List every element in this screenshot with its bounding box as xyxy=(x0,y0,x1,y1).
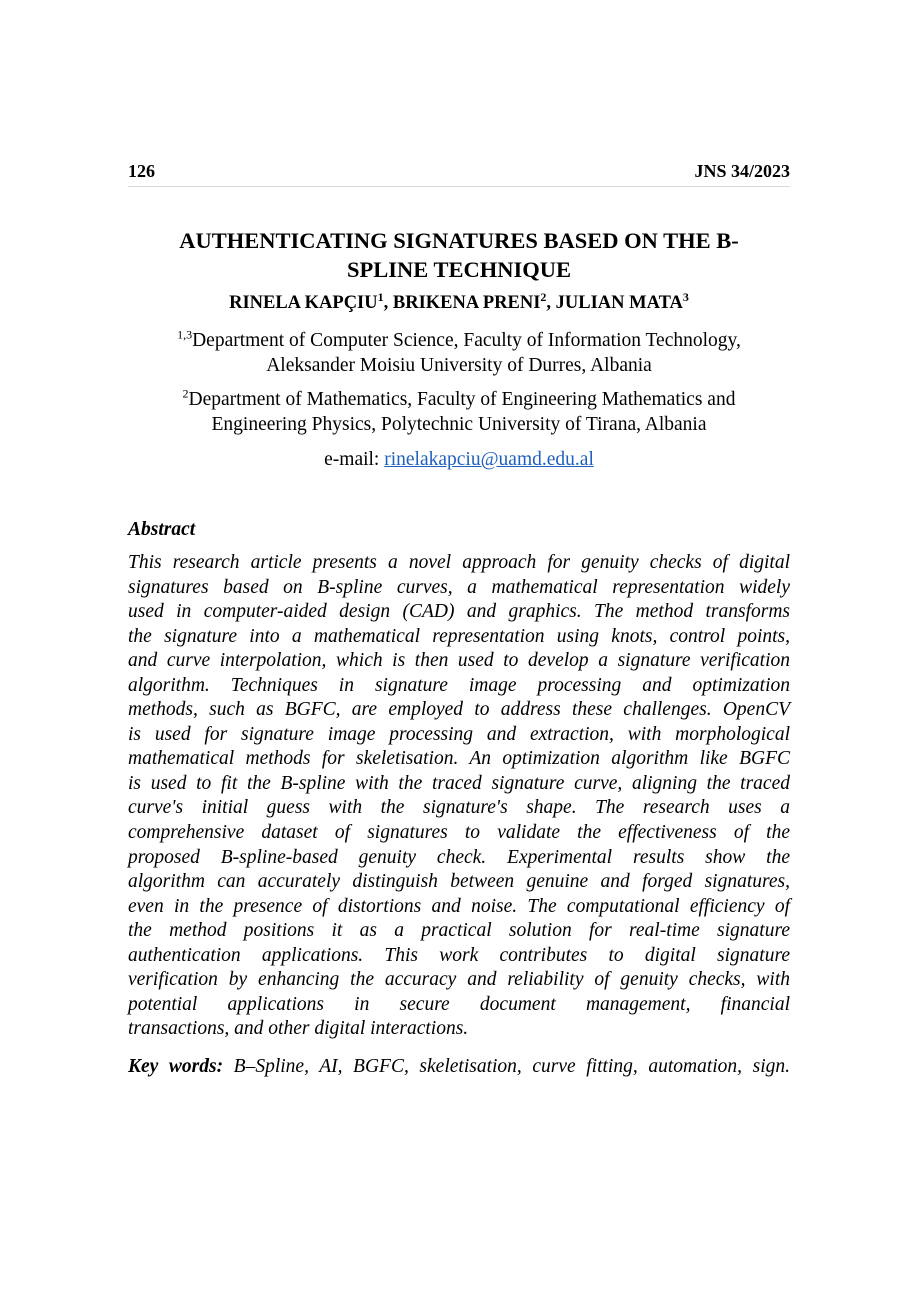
affiliation-mark: 1,3 xyxy=(177,327,193,342)
author-name: BRIKENA PRENI xyxy=(392,293,541,313)
abstract-heading: Abstract xyxy=(128,519,196,540)
abstract-line: transactions, and other digital interactions. xyxy=(128,1018,469,1040)
affiliation-line: Engineering Physics, Polytechnic University of Tirana, Albania xyxy=(211,414,707,435)
affiliation-line xyxy=(128,328,790,353)
affiliation-mark: 2 xyxy=(182,386,189,401)
keywords-text: B–Spline, AI, BGFC, skeletisation, curve fitting, automation, sign. xyxy=(223,1056,790,1077)
email-label: e-mail: xyxy=(324,449,385,470)
contact-email xyxy=(128,447,790,472)
abstract-body xyxy=(128,551,790,1042)
abstract-line: algorithm can accurately distinguish between genuine and forged signatures, xyxy=(128,871,790,893)
abstract-line: potential applications in secure document management, financial xyxy=(128,993,790,1015)
page-number: 126 xyxy=(128,161,155,181)
abstract-line: signatures based on B-spline curves, a mathematical representation widely xyxy=(128,576,790,598)
author-name: JULIAN MATA xyxy=(555,293,683,313)
author-list xyxy=(128,290,790,316)
abstract-line: This research article presents a novel approach for genuity checks of digital xyxy=(128,552,790,573)
author-affil-mark: 3 xyxy=(682,289,689,304)
title-line-2: SPLINE TECHNIQUE xyxy=(346,257,572,282)
running-header xyxy=(128,160,790,187)
author-affil-mark: 2 xyxy=(540,289,547,304)
abstract-line: comprehensive dataset of signatures to validate the effectiveness of the xyxy=(128,822,790,844)
abstract-line: algorithm. Techniques in signature image processing and optimization xyxy=(128,674,790,696)
abstract-line: verification by enhancing the accuracy and reliability of genuity checks, with xyxy=(128,969,790,991)
abstract-line: is used to fit the B-spline with the traced signature curve, aligning the traced xyxy=(128,772,790,794)
email-link[interactable]: rinelakapciu@uamd.edu.al xyxy=(384,449,594,470)
paper-title xyxy=(128,226,790,284)
author-name: RINELA KAPÇIU xyxy=(229,293,378,313)
abstract-line: curve's initial guess with the signature's shape. The research uses a xyxy=(128,797,790,819)
title-line-1: AUTHENTICATING SIGNATURES BASED ON THE B- xyxy=(179,228,739,253)
abstract-line: proposed B-spline-based genuity check. Experimental results show the xyxy=(128,846,790,868)
affiliation-text: Department of Mathematics, Faculty of Engineering Mathematics and xyxy=(188,389,736,410)
abstract-line: the method positions it as a practical solution for real-time signature xyxy=(128,920,790,942)
affiliation-line: Aleksander Moisiu University of Durres, Albania xyxy=(266,355,652,376)
affiliation-text: Department of Computer Science, Faculty of Information Technology, xyxy=(192,330,741,351)
abstract-line: authentication applications. This work contributes to digital signature xyxy=(128,944,790,966)
author-separator: , xyxy=(383,293,393,313)
abstract-line: is used for signature image processing and extraction, with morphological xyxy=(128,723,790,745)
author-affil-mark: 1 xyxy=(377,289,384,304)
journal-issue: JNS 34/2023 xyxy=(694,161,790,181)
abstract-line: methods, such as BGFC, are employed to address these challenges. OpenCV xyxy=(128,699,790,721)
keywords-line xyxy=(128,1054,790,1079)
author-separator: , xyxy=(546,293,556,313)
abstract-line: mathematical methods for skeletisation. An optimization algorithm like BGFC xyxy=(128,748,790,770)
affiliation-line xyxy=(128,387,790,412)
abstract-line: even in the presence of distortions and noise. The computational efficiency of xyxy=(128,895,790,917)
affiliation-1 xyxy=(128,328,790,378)
affiliation-2 xyxy=(128,387,790,437)
abstract-line: and curve interpolation, which is then used to develop a signature verification xyxy=(128,650,790,672)
abstract-line: used in computer-aided design (CAD) and graphics. The method transforms xyxy=(128,601,790,623)
abstract-line: the signature into a mathematical representation using knots, control points, xyxy=(128,625,790,647)
keywords-label: Key words: xyxy=(128,1056,224,1077)
